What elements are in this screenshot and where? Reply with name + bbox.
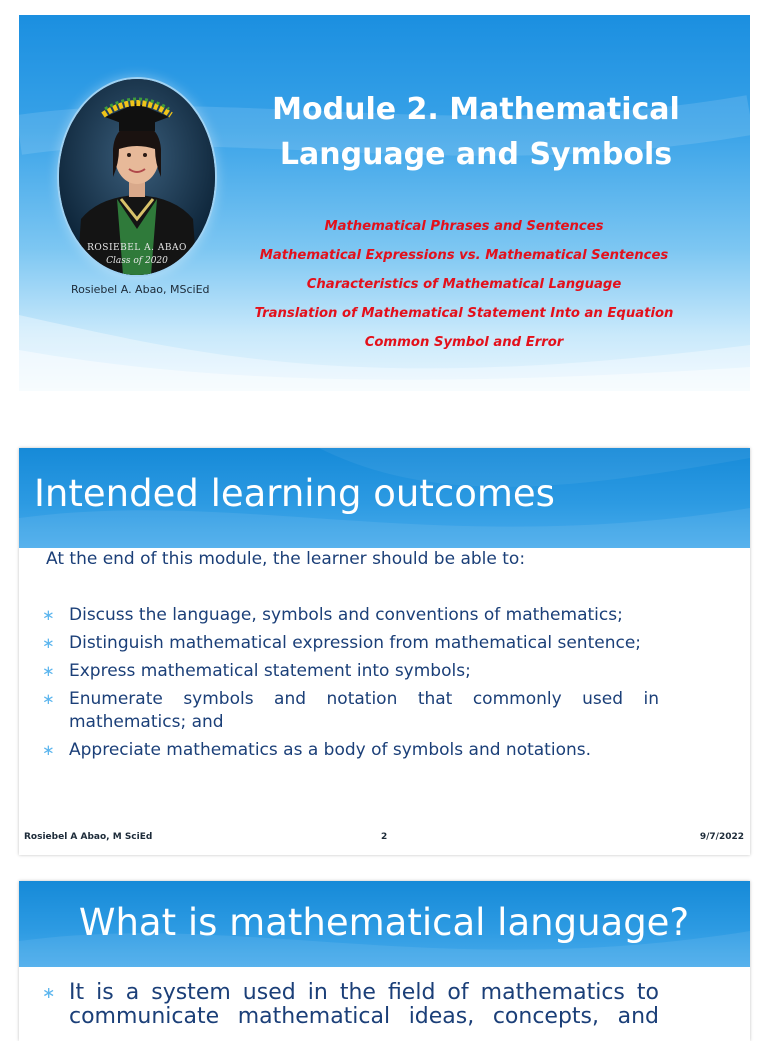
definition-text: ∗ It is a system used in the field of mathematics to communicate mathematical ideas, concepts, and <box>42 980 659 1029</box>
list-item: ∗ Distinguish mathematical expression from mathematical sentence; <box>42 633 642 653</box>
topic-item: Translation of Mathematical Statement Into an Equation <box>254 306 674 321</box>
slide-header <box>19 448 750 548</box>
slide-title: What is mathematical language? <box>78 901 690 944</box>
outcome-list <box>42 604 659 767</box>
list-item: ∗ Enumerate symbols and notation that commonly used in mathematics; and <box>42 689 659 732</box>
slide-header <box>19 881 750 967</box>
list-item: ∗ Appreciate mathematics as a body of symbols and notations. <box>42 740 592 760</box>
bullet-icon: ∗ <box>42 606 55 624</box>
slide-title: Intended learning outcomes <box>34 472 555 515</box>
bullet-icon: ∗ <box>42 741 55 759</box>
bullet-icon: ∗ <box>42 634 55 652</box>
definition-slide <box>19 881 750 1041</box>
author-caption: Rosiebel A. Abao, MSciEd <box>71 283 210 296</box>
topic-item: Mathematical Expressions vs. Mathematical Sentences <box>259 248 669 263</box>
portrait-script: Class of 2020 <box>106 256 168 266</box>
topic-item: Characteristics of Mathematical Language <box>306 277 622 292</box>
topic-item: Mathematical Phrases and Sentences <box>324 219 604 234</box>
footer-author: Rosiebel A Abao, M SciEd <box>24 832 153 842</box>
topic-list <box>244 217 684 362</box>
footer-date: 9/7/2022 <box>699 832 744 842</box>
author-portrait <box>57 77 217 277</box>
module-title: Module 2. Mathematical Language and Symbols <box>272 92 680 172</box>
list-item: ∗ Discuss the language, symbols and conventions of mathematics; <box>42 605 623 625</box>
bullet-icon: ∗ <box>42 690 55 708</box>
title-slide <box>19 15 750 391</box>
outcomes-slide <box>19 448 750 855</box>
bullet-icon: ∗ <box>42 983 56 1002</box>
intro-text: At the end of this module, the learner should be able to: <box>46 549 526 569</box>
topic-item: Common Symbol and Error <box>364 335 564 350</box>
footer-page-number: 2 <box>381 832 388 842</box>
list-item: ∗ Express mathematical statement into symbols; <box>42 661 471 681</box>
portrait-name: ROSIEBEL A. ABAO <box>87 243 187 253</box>
bullet-icon: ∗ <box>42 662 55 680</box>
